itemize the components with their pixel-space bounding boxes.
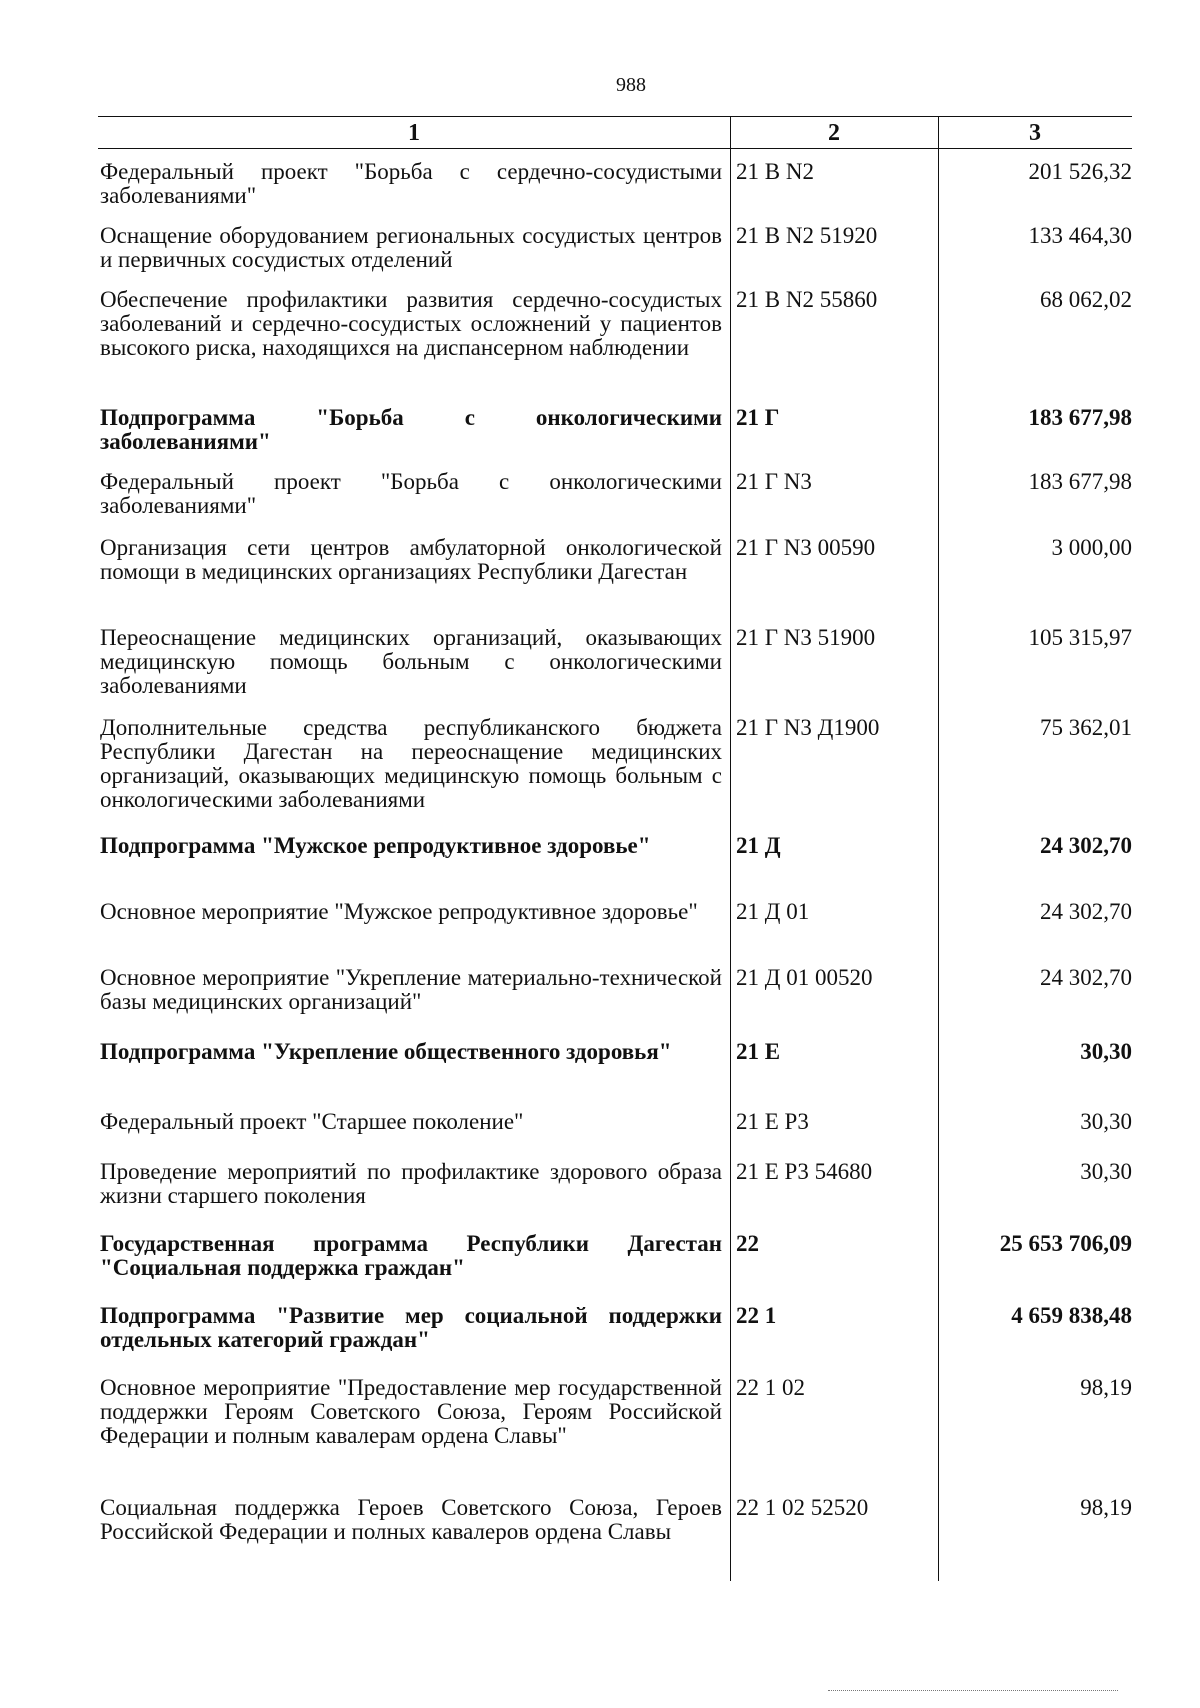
row-amount: 24 302,70	[1040, 833, 1132, 858]
row-amount: 24 302,70	[1040, 965, 1132, 990]
row-code: 22 1	[736, 1303, 777, 1328]
row-amount: 25 653 706,09	[999, 1231, 1132, 1256]
row-code: 21 Д	[736, 833, 781, 858]
row-code: 21 Г	[736, 405, 780, 430]
row-name: Социальная поддержка Героев Советского Союза, Героев Российской Федерации и полных кавалеров ордена Славы	[100, 1495, 722, 1544]
row-code: 21 В N2 51920	[736, 223, 878, 248]
row-code: 22 1 02 52520	[736, 1495, 869, 1520]
row-name: Проведение мероприятий по профилактике здорового образа жизни старшего поколения	[100, 1159, 722, 1208]
row-name: Федеральный проект "Борьба с сердечно-сосудистыми заболеваниями"	[100, 159, 722, 208]
table-top-rule	[98, 116, 1132, 117]
row-name: Основное мероприятие "Предоставление мер государственной поддержки Героям Советского Союза, Героям Российской Федерации и полным кавалерам ордена Славы"	[100, 1375, 722, 1448]
row-name: Дополнительные средства республиканского бюджета Республики Дагестан на переоснащение медицинских организаций, оказывающих медицинскую помощь больным с онкологическими заболеваниями	[100, 715, 722, 812]
row-code: 21 Е P3	[736, 1109, 809, 1134]
row-amount: 4 659 838,48	[1011, 1303, 1132, 1328]
row-amount: 30,30	[1080, 1109, 1132, 1134]
row-amount: 98,19	[1080, 1495, 1132, 1520]
row-code: 21 В N2	[736, 159, 814, 184]
footer-dotted-rule	[828, 1690, 1118, 1691]
header-col-1: 1	[408, 120, 420, 146]
row-name: Федеральный проект "Борьба с онкологическими заболеваниями"	[100, 469, 722, 518]
row-name: Подпрограмма "Укрепление общественного здоровья"	[100, 1039, 672, 1064]
row-code: 21 Д 01 00520	[736, 965, 873, 990]
row-amount: 201 526,32	[1028, 159, 1132, 184]
header-col-3: 3	[1029, 120, 1041, 146]
row-code: 21 Г N3	[736, 469, 812, 494]
row-amount: 68 062,02	[1040, 287, 1132, 312]
row-code: 21 Г N3 Д1900	[736, 715, 880, 740]
row-code: 21 Г N3 00590	[736, 535, 876, 560]
row-name: Государственная программа Республики Дагестан "Социальная поддержка граждан"	[100, 1231, 722, 1280]
column-divider-1	[730, 116, 731, 1581]
row-amount: 24 302,70	[1040, 899, 1132, 924]
row-code: 21 Г N3 51900	[736, 625, 876, 650]
column-divider-2	[938, 116, 939, 1581]
row-amount: 30,30	[1080, 1159, 1132, 1184]
row-name: Основное мероприятие "Укрепление материально-технической базы медицинских организаций"	[100, 965, 722, 1014]
row-name: Оснащение оборудованием региональных сосудистых центров и первичных сосудистых отделений	[100, 223, 722, 272]
page-number: 988	[616, 74, 646, 96]
row-name: Основное мероприятие "Мужское репродуктивное здоровье"	[100, 899, 698, 924]
row-name: Переоснащение медицинских организаций, оказывающих медицинскую помощь больным с онкологическими заболеваниями	[100, 625, 722, 698]
header-col-2: 2	[828, 120, 840, 146]
row-code: 21 Е P3 54680	[736, 1159, 873, 1184]
row-amount: 3 000,00	[1051, 535, 1132, 560]
row-amount: 105 315,97	[1028, 625, 1132, 650]
row-code: 21 Е	[736, 1039, 781, 1064]
row-amount: 30,30	[1080, 1039, 1132, 1064]
row-name: Подпрограмма "Борьба с онкологическими заболеваниями"	[100, 405, 722, 454]
row-amount: 75 362,01	[1040, 715, 1132, 740]
row-amount: 183 677,98	[1028, 469, 1132, 494]
row-code: 21 В N2 55860	[736, 287, 878, 312]
row-code: 21 Д 01	[736, 899, 810, 924]
row-amount: 133 464,30	[1028, 223, 1132, 248]
row-code: 22 1 02	[736, 1375, 805, 1400]
row-name: Организация сети центров амбулаторной онкологической помощи в медицинских организациях Республики Дагестан	[100, 535, 722, 584]
row-name: Подпрограмма "Мужское репродуктивное здоровье"	[100, 833, 651, 858]
row-name: Федеральный проект "Старшее поколение"	[100, 1109, 524, 1134]
row-name: Подпрограмма "Развитие мер социальной поддержки отдельных категорий граждан"	[100, 1303, 722, 1352]
row-amount: 183 677,98	[1028, 405, 1132, 430]
header-bottom-rule	[98, 148, 1132, 149]
row-name: Обеспечение профилактики развития сердечно-сосудистых заболеваний и сердечно-сосудистых осложнений у пациентов высокого риска, находящихся на диспансерном наблюдении	[100, 287, 722, 360]
row-code: 22	[736, 1231, 759, 1256]
row-amount: 98,19	[1080, 1375, 1132, 1400]
